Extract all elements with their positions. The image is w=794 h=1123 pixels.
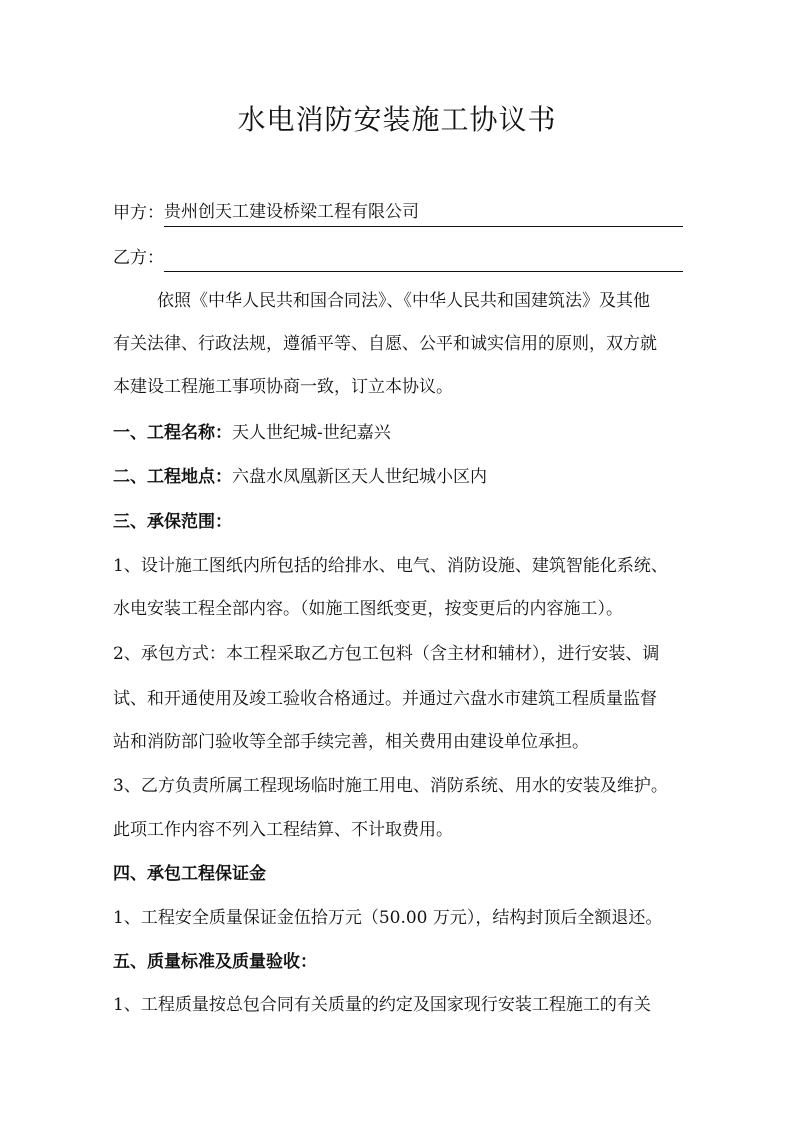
section-2-row: [113, 463, 487, 491]
section-2-value: 六盘水凤凰新区天人世纪城小区内: [232, 467, 487, 487]
section-1-row: [113, 419, 391, 447]
section-4-line-1: 1、工程安全质量保证金伍拾万元（50.00 万元），结构封顶后全额退还。: [113, 908, 663, 928]
intro-line-3: 本建设工程施工事项协商一致，订立本协议。: [113, 377, 453, 397]
section-3-line-7: 此项工作内容不列入工程结算、不计取费用。: [113, 820, 453, 840]
section-5-heading: 五、质量标准及质量验收：: [113, 952, 317, 972]
party-b-label: 乙方：: [113, 248, 164, 268]
party-a-row: [113, 198, 683, 227]
section-3-heading: 三、承保范围：: [113, 512, 232, 532]
party-b-row: [113, 243, 683, 272]
party-a-label: 甲方：: [113, 203, 164, 223]
section-3-line-1: 1、设计施工图纸内所包括的给排水、电气、消防设施、建筑智能化系统、: [113, 556, 668, 576]
intro-line-1: 依照《中华人民共和国合同法》、《中华人民共和国建筑法》及其他: [157, 291, 650, 311]
section-3-line-4: 试、和开通使用及竣工验收合格通过。并通过六盘水市建筑工程质量监督: [113, 689, 657, 709]
party-a-value: 贵州创天工建设桥梁工程有限公司: [164, 198, 683, 227]
section-3-line-3: 2、承包方式：本工程采取乙方包工包料（含主材和辅材），进行安装、调: [113, 644, 660, 664]
section-1-value: 天人世纪城-世纪嘉兴: [232, 423, 391, 443]
section-1-heading: 一、工程名称：: [113, 423, 232, 443]
section-4-heading: 四、承包工程保证金: [113, 864, 266, 884]
section-3-line-6: 3、乙方负责所属工程现场临时施工用电、消防系统、用水的安装及维护。: [113, 776, 668, 796]
section-3-line-2: 水电安装工程全部内容。（如施工图纸变更，按变更后的内容施工）。: [113, 599, 623, 619]
party-b-value: [164, 243, 683, 272]
section-3-line-5: 站和消防部门验收等全部手续完善，相关费用由建设单位承担。: [113, 732, 589, 752]
intro-line-2: 有关法律、行政法规，遵循平等、自愿、公平和诚实信用的原则，双方就: [113, 334, 657, 354]
document-title: 水电消防安装施工协议书: [237, 103, 557, 136]
section-2-heading: 二、工程地点：: [113, 467, 232, 487]
section-5-line-1: 1、工程质量按总包合同有关质量的约定及国家现行安装工程施工的有关: [113, 995, 651, 1015]
